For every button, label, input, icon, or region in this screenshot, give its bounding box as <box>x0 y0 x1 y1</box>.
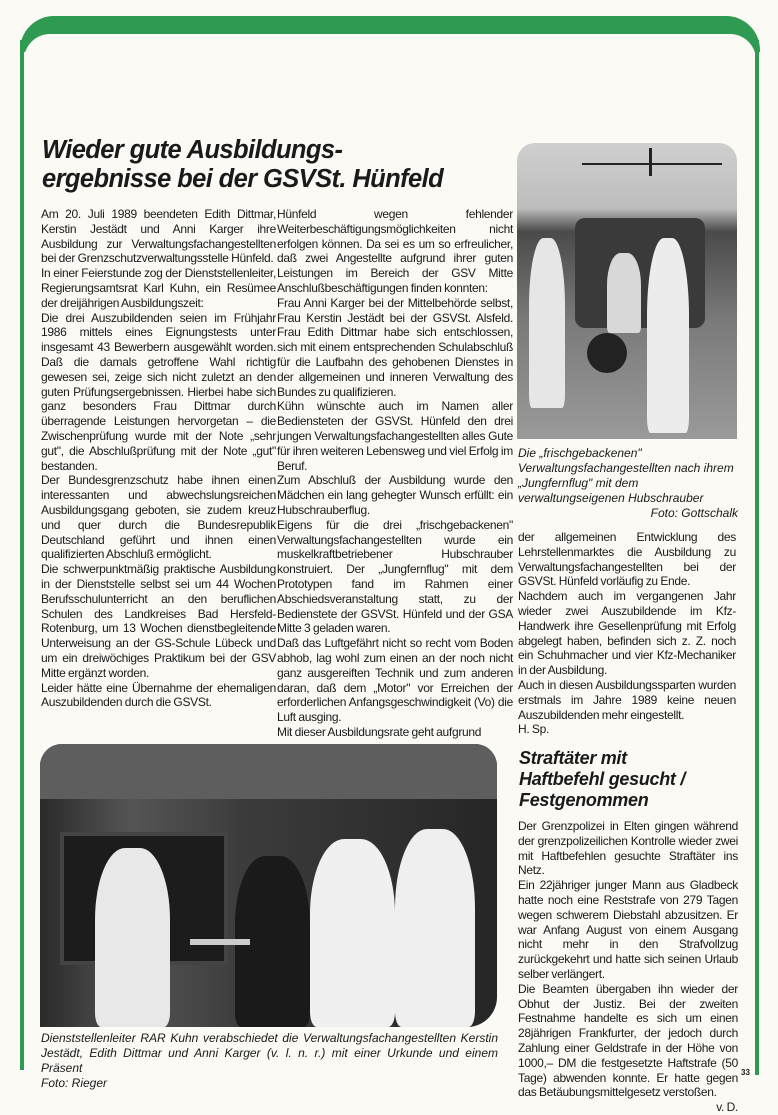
paragraph: Die drei Auszubildenden seien im Frühjahr 1986 mittels eines Eignungstests unter insgesamt 43 Bewerbern ausgewählt worden. Daß die damals getroffene Wahl richtig gewesen sei, zeige sich nicht zuletzt an den guten Prüfungsergebnissen. Hierbei habe sich ganz besonders Frau Dittmar durch überragende Leistungen hervorgetan – die Zwischenprüfung wurde mit der Note „sehr gut", die Abschlußprüfung mit der Note „gut" bestanden. <box>41 310 276 473</box>
paragraph: Die Beamten übergaben ihn wieder der Obhut der Justiz. Bei der zweiten Festnahme handelte es sich um einen 28jährigen Frankfurter, der jedoch durch Zahlung einer Geldstrafe in der Höhe von 1000,– DM die festgesetzte Haftstrafe (50 Tage) abwenden konnte. Er hatte gegen das Betäubungsmittelgesetz verstoßen. <box>518 981 738 1100</box>
paragraph: Nachdem auch im vergangenen Jahr wieder zwei Auszubildende im Kfz-Handwerk ihre Gesellenprüfung mit Erfolg abgelegt haben, befinden sich z. Z. noch ein Schuhmacher und vier Kfz-Mechaniker in der Ausbildung. <box>518 589 736 678</box>
green-frame-left <box>20 40 24 1070</box>
paragraph: Am 20. Juli 1989 beendeten Edith Dittmar, Kerstin Jestädt und Anni Karger ihre Ausbildung zur Verwaltungsfachangestellten bei der Grenzschutzverwaltungsstelle Hünfeld. <box>41 207 276 266</box>
paragraph: Die schwerpunktmäßig praktische Ausbildung in der Dienststelle selbst sei um 44 Wochen Berufsschulunterricht an den beruflichen Schulen des Landkreises Bad Hersfeld-Rotenburg, um 13 Wochen dienstbegleitende Unterweisung an der GS-Schule Lübeck und um ein dreiwöchiges Praktikum bei der GSV Mitte ergänzt worden. <box>41 562 276 680</box>
helicopter-photo <box>517 143 737 439</box>
photo-caption: Die „frischgebackenen" Verwaltungsfachangestellten nach ihrem „Jungfernflug" mit dem verwaltungseigenen Hubschrauber Foto: Gottschalk <box>518 446 738 520</box>
paragraph: Kühn wünschte auch im Namen aller Bediensteten der GSVSt. Hünfeld den drei jungen Verwaltungsfachangestellten alles Gute für ihren weiteren Lebensweg und viel Erfolg im Beruf. <box>277 399 513 473</box>
photo-credit: Foto: Rieger <box>41 1076 108 1090</box>
author-initials: H. Sp. <box>518 722 550 737</box>
paragraph: Der Bundesgrenzschutz habe ihnen einen interessanten und abwechslungsreichen Ausbildungsgang geboten, sie zudem kreuz und quer durch die Bundesrepublik Deutschland geführt und ihnen einen qualifizierten Abschluß ermöglicht. <box>41 473 276 562</box>
paragraph: Der Grenzpolizei in Elten gingen während der grenzpolizeilichen Kontrolle wieder zwei mit Haftbefehlen gesuchte Straftäter ins Netz. <box>518 819 738 878</box>
paragraph: Auch in diesen Ausbildungssparten wurden erstmals im Jahre 1989 keine neuen Auszubildenden mehr eingestellt. <box>518 677 736 722</box>
photo-caption: Dienststellenleiter RAR Kuhn verabschiedet die Verwaltungsfachangestellten Kerstin Jestädt, Edith Dittmar und Anni Karger (v. l. n. r.) mit einer Urkunde und einem Präsent Foto: Rieger <box>41 1031 498 1090</box>
paragraph: Hünfeld wegen fehlender Weiterbeschäftigungsmöglichkeiten nicht erfolgen können. Da sei es um so erfreulicher, daß zwei Angestellte aufgrund ihrer guten Leistungen im Bereich der GSV Mitte Anschlußbeschäftigungen finden konnten: <box>277 207 513 295</box>
paragraph: In einer Feierstunde zog der Dienststellenleiter, Regierungsamtsrat Karl Kuhn, ein Resümee der dreijährigen Ausbildungszeit: <box>41 266 276 310</box>
article-column-3 <box>518 530 736 737</box>
ceremony-photo <box>40 744 497 1027</box>
paragraph: Ein 22jähriger junger Mann aus Gladbeck hatte noch eine Reststrafe von 279 Tagen wegen schwerem Diebstahl abzusitzen. Er war Anfang August von einem Ausgang nicht mehr in den Strafvollzug zurückgekehrt und hatte sich seinen Urlaub selber verlängert. <box>518 878 738 981</box>
article-column-2 <box>277 207 513 740</box>
paragraph: Leider hätte eine Übernahme der ehemaligen Auszubildenden durch die GSVSt. <box>41 680 276 710</box>
page-number: 33 <box>741 1068 750 1077</box>
paragraph: Eigens für die drei „frischgebackenen" Verwaltungsfachangestellten wurde ein muskelkraftbetriebener Hubschrauber konstruiert. Der „Jungfernflug" mit dem Prototypen fand im Rahmen einer Abschiedsveranstaltung statt, zu der Bedienstete der GSVSt. Hünfeld und der GSA Mitte 3 geladen waren. <box>277 517 513 636</box>
paragraph: Daß das Luftgefährt nicht so recht vom Boden abhob, lag wohl zum einen an der noch nicht ganz ausgereiften Technik und zum anderen daran, daß dem „Motor" vor Erreichen der erforderlichen Anfangsgeschwindigkeit (Vo) die Luft ausging. <box>277 636 513 725</box>
author-signature: v. D. <box>716 1100 738 1115</box>
paragraph: der allgemeinen Entwicklung des Lehrstellenmarktes die Ausbildung zu Verwaltungsfachangestellten bei der GSVSt. Hünfeld vorläufig zu Ende. <box>518 530 736 589</box>
article2-body <box>518 819 738 1115</box>
article-headline: Wieder gute Ausbildungs- ergebnisse bei der GSVSt. Hünfeld <box>42 136 444 193</box>
article2-headline: Straftäter mit Haftbefehl gesucht / Festgenommen <box>519 748 686 810</box>
paragraph: Zum Abschluß der Ausbildung wurde den Mädchen ein lang gehegter Wunsch erfüllt: ein Hubschrauberflug. <box>277 473 513 517</box>
green-frame-right <box>755 40 759 1075</box>
article-column-1 <box>41 207 276 710</box>
paragraph: Mit dieser Ausbildungsrate geht aufgrund <box>277 724 482 739</box>
paragraph: Frau Anni Karger bei der Mittelbehörde selbst, Frau Kerstin Jestädt bei der GSVSt. Alsfeld. Frau Edith Dittmar habe sich entschlossen, sich mit einem entsprechenden Schulabschluß für die Laufbahn des gehobenen Dienstes in der allgemeinen und inneren Verwaltung des Bundes zu qualifizieren. <box>277 295 513 399</box>
photo-credit: Foto: Gottschalk <box>650 506 738 520</box>
